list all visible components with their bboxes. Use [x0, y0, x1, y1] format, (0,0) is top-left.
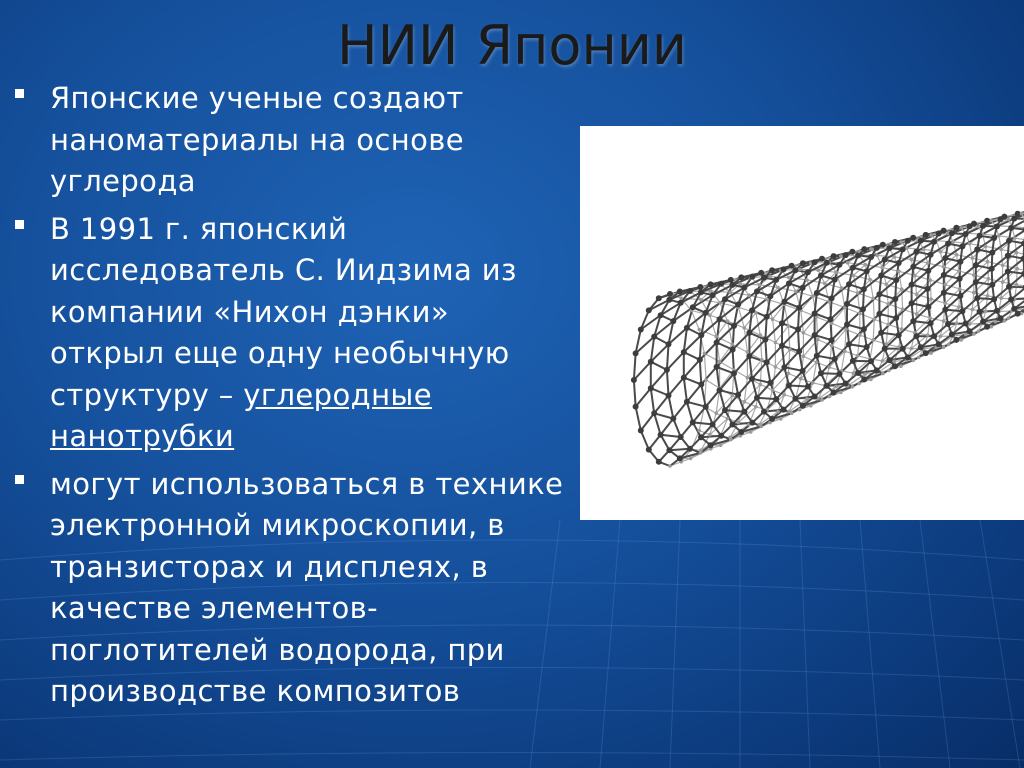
bullet-text: Японские ученые создают наноматериалы на основе углерода — [50, 81, 464, 198]
bullet-item — [10, 209, 570, 458]
bullet-list — [10, 78, 570, 719]
nanotube-lattice — [631, 204, 1024, 468]
bullet-marker — [15, 220, 24, 229]
bullet-marker — [15, 475, 24, 484]
bullet-item — [10, 464, 570, 713]
bullet-item — [10, 78, 570, 203]
carbon-nanotube-illustration — [580, 126, 1024, 520]
bullet-marker — [15, 89, 24, 98]
nanotubes-link[interactable]: углеродные нанотрубки — [50, 377, 432, 453]
bullet-text: могут использоваться в технике электронной микроскопии, в транзисторах и дисплеях, в качестве элементов-поглотителей водорода, при производстве композитов — [50, 466, 564, 708]
bullet-text: В 1991 г. японский исследователь С. Иидзима из компании «Нихон дэнки» открыл еще одну необычную структуру – — [50, 211, 517, 412]
slide-title: НИИ Японии — [337, 14, 687, 77]
nanotube-image — [580, 126, 1024, 520]
